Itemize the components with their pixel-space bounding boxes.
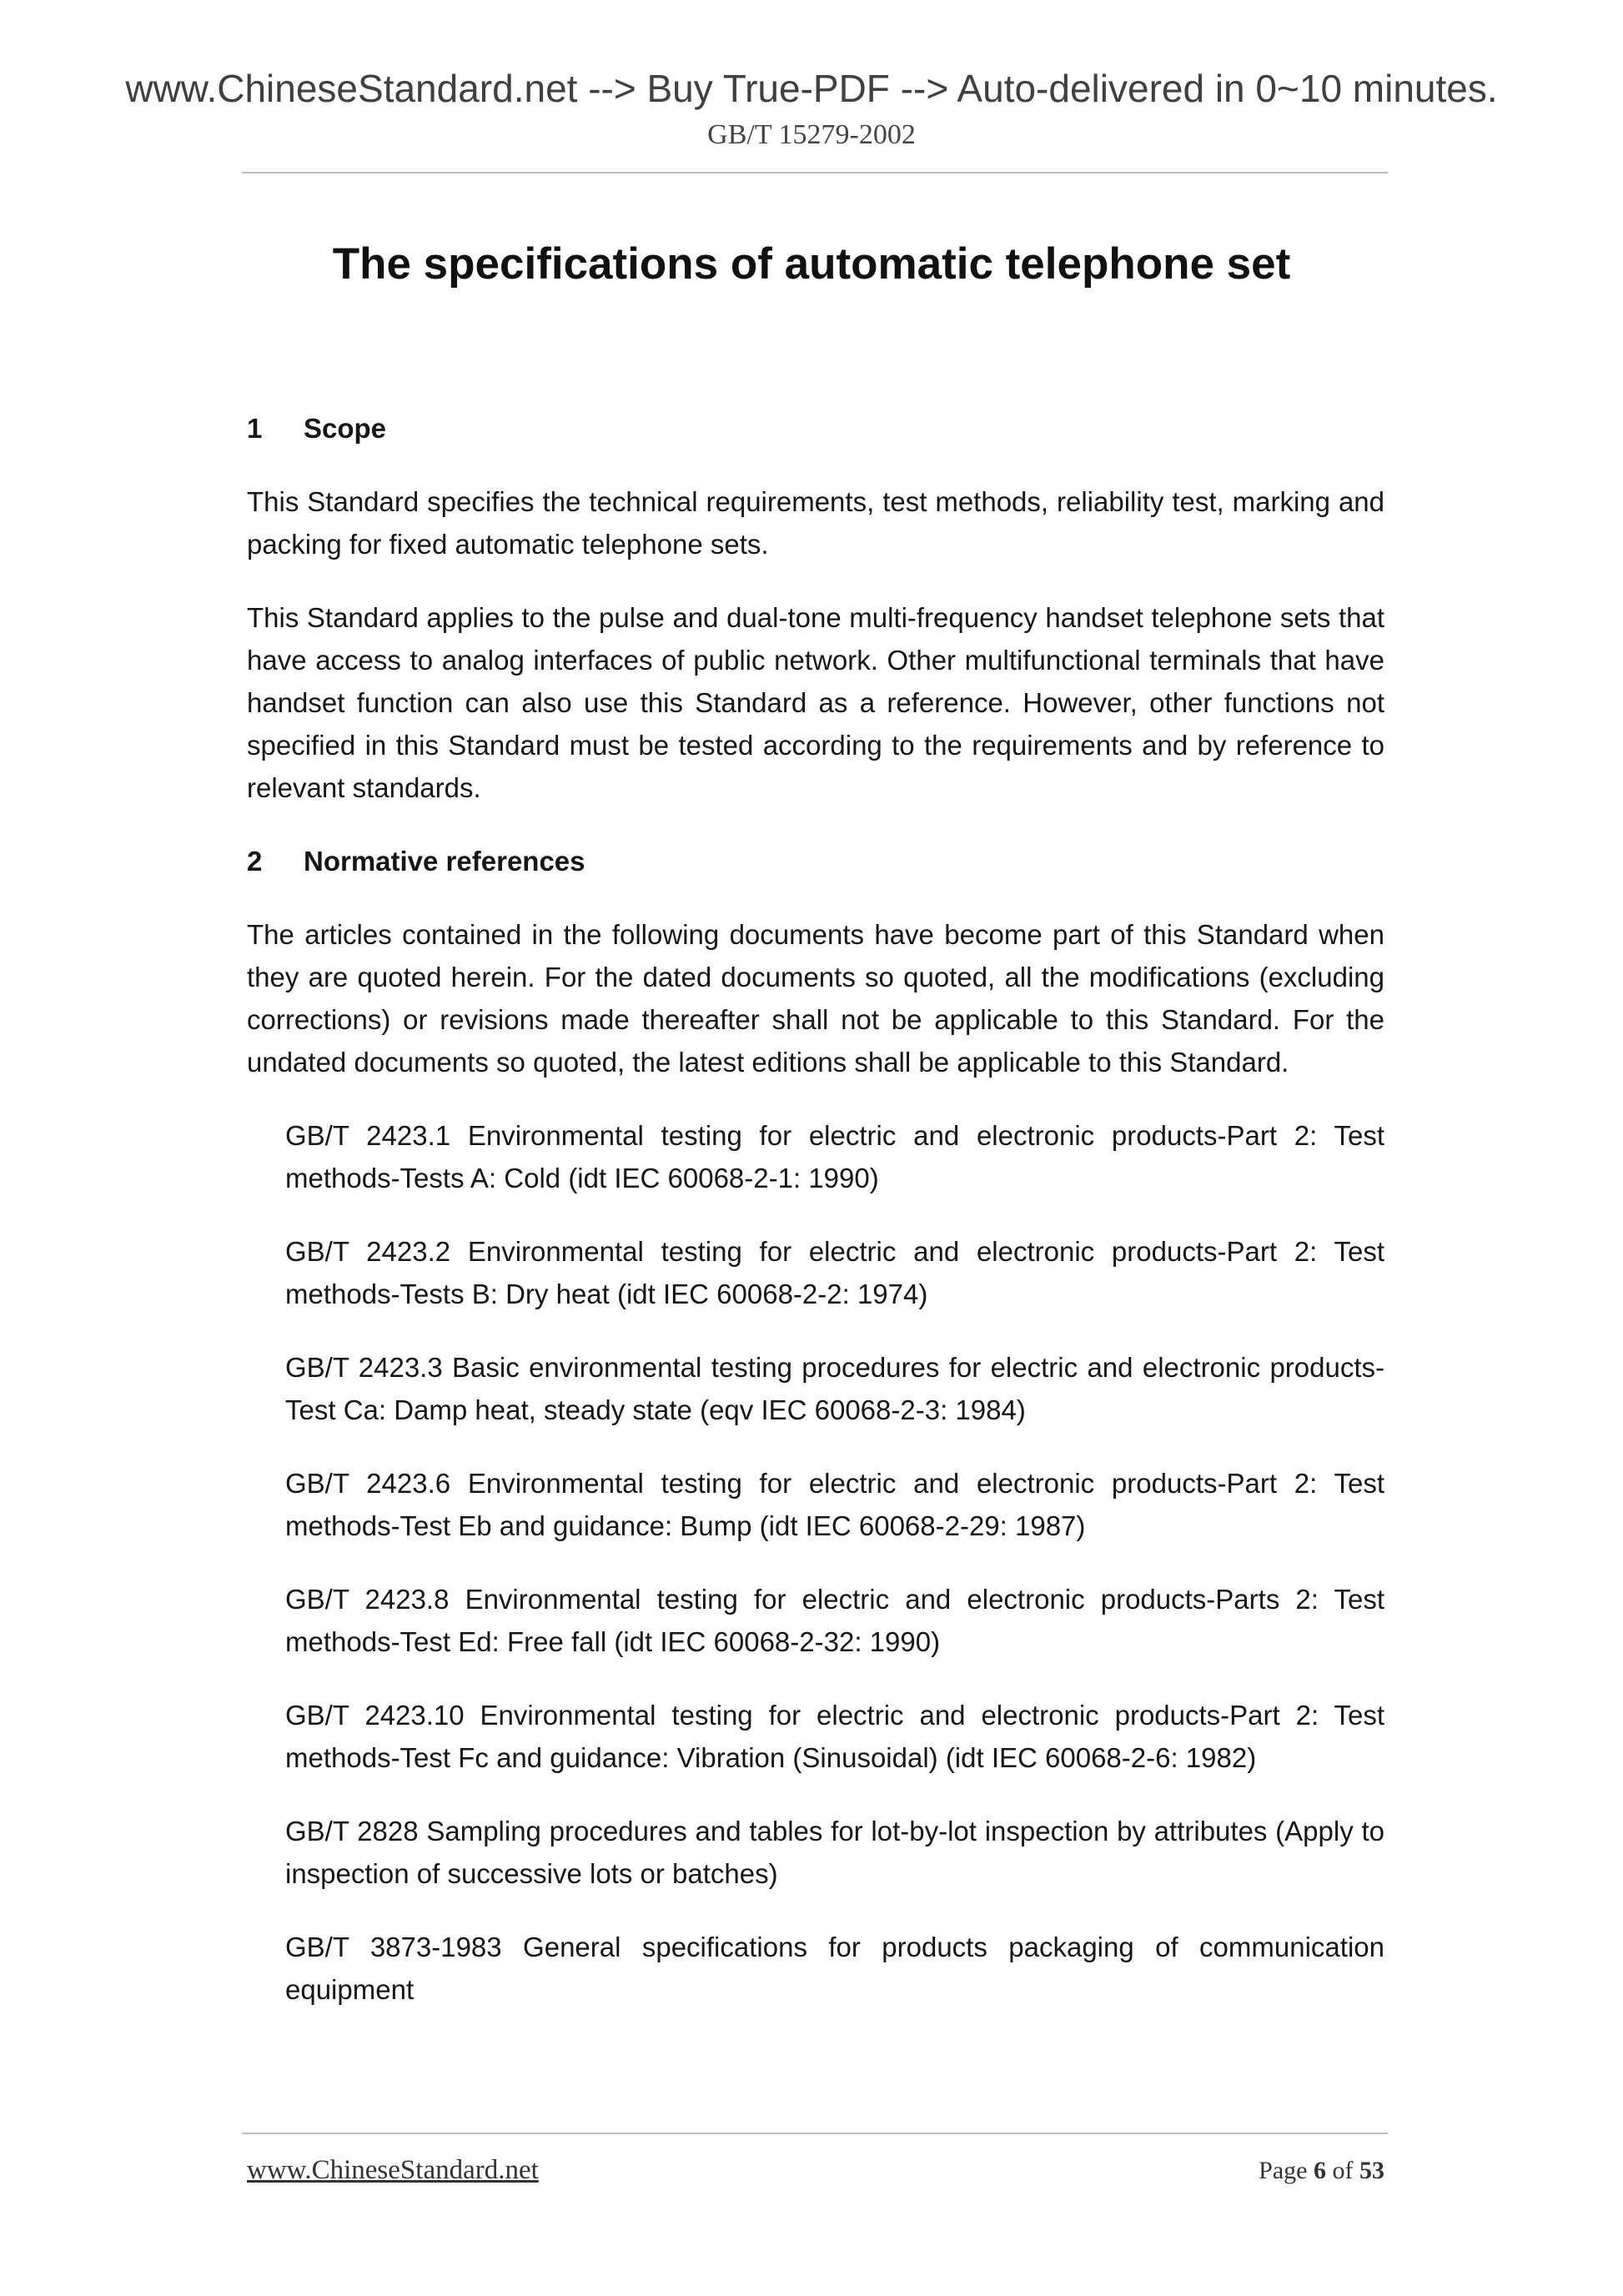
- header-divider: [242, 172, 1388, 173]
- page-title: The specifications of automatic telephone set: [332, 239, 1291, 289]
- reference-item: GB/T 2423.6 Environmental testing for electric and electronic products-Part 2: Test methods-Test Eb and guidance: Bump (idt IEC 60068-2-29: 1987): [285, 1468, 1384, 1541]
- total-pages: 53: [1359, 2157, 1384, 2184]
- reference-item: GB/T 2423.8 Environmental testing for electric and electronic products-Parts 2: Test methods-Test Ed: Free fall (idt IEC 60068-2-32: 1990): [285, 1584, 1384, 1657]
- section-heading-normative-references: [247, 840, 1384, 882]
- page-indicator: [1259, 2154, 1384, 2188]
- site-banner: www.ChineseStandard.net --> Buy True-PDF --> Auto-delivered in 0~10 minutes.: [125, 67, 1498, 110]
- reference-item: GB/T 2423.2 Environmental testing for electric and electronic products-Part 2: Test methods-Tests B: Dry heat (idt IEC 60068-2-2: 1974): [285, 1236, 1384, 1309]
- of-label: of: [1332, 2157, 1354, 2184]
- section-title: Scope: [304, 413, 387, 444]
- footer-site-link[interactable]: www.ChineseStandard.net: [247, 2155, 539, 2185]
- document-code: GB/T 15279-2002: [707, 119, 916, 150]
- section-heading-scope: [247, 407, 1384, 450]
- page-number: 6: [1314, 2157, 1326, 2184]
- section-number: 1: [247, 413, 263, 444]
- paragraph: This Standard specifies the technical requirements, test methods, reliability test, marking and packing for fixed automatic telephone sets.: [247, 486, 1384, 560]
- section-number: 2: [247, 846, 263, 877]
- reference-item: GB/T 2423.10 Environmental testing for electric and electronic products-Part 2: Test methods-Test Fc and guidance: Vibration (Sinusoidal) (idt IEC 60068-2-6: 1982): [285, 1700, 1384, 1773]
- reference-item: GB/T 2423.3 Basic environmental testing procedures for electric and electronic products-Test Ca: Damp heat, steady state (eqv IEC 60068-2-3: 1984): [285, 1352, 1384, 1425]
- reference-item: GB/T 3873-1983 General specifications for products packaging of communication equipment: [285, 1932, 1384, 2005]
- reference-list: [247, 1114, 1384, 2011]
- document-body: [247, 407, 1384, 2042]
- page-label: Page: [1259, 2157, 1308, 2184]
- paragraph: This Standard applies to the pulse and dual-tone multi-frequency handset telephone sets that have access to analog interfaces of public network. Other multifunctional terminals that have handset function can also use this Standard as a reference. However, other functions not specified in this Standard must be tested according to the requirements and by reference to relevant standards.: [247, 602, 1384, 803]
- reference-item: GB/T 2423.1 Environmental testing for electric and electronic products-Part 2: Test methods-Tests A: Cold (idt IEC 60068-2-1: 1990): [285, 1120, 1384, 1193]
- section-title: Normative references: [304, 846, 585, 877]
- paragraph: The articles contained in the following documents have become part of this Standard when they are quoted herein. For the dated documents so quoted, all the modifications (excluding corrections) or revisions made thereafter shall not be applicable to this Standard. For the undated documents so quoted, the latest editions shall be applicable to this Standard.: [247, 919, 1384, 1078]
- footer-divider: [242, 2133, 1388, 2134]
- reference-item: GB/T 2828 Sampling procedures and tables for lot-by-lot inspection by attributes (Apply to inspection of successive lots or batches): [285, 1816, 1384, 1889]
